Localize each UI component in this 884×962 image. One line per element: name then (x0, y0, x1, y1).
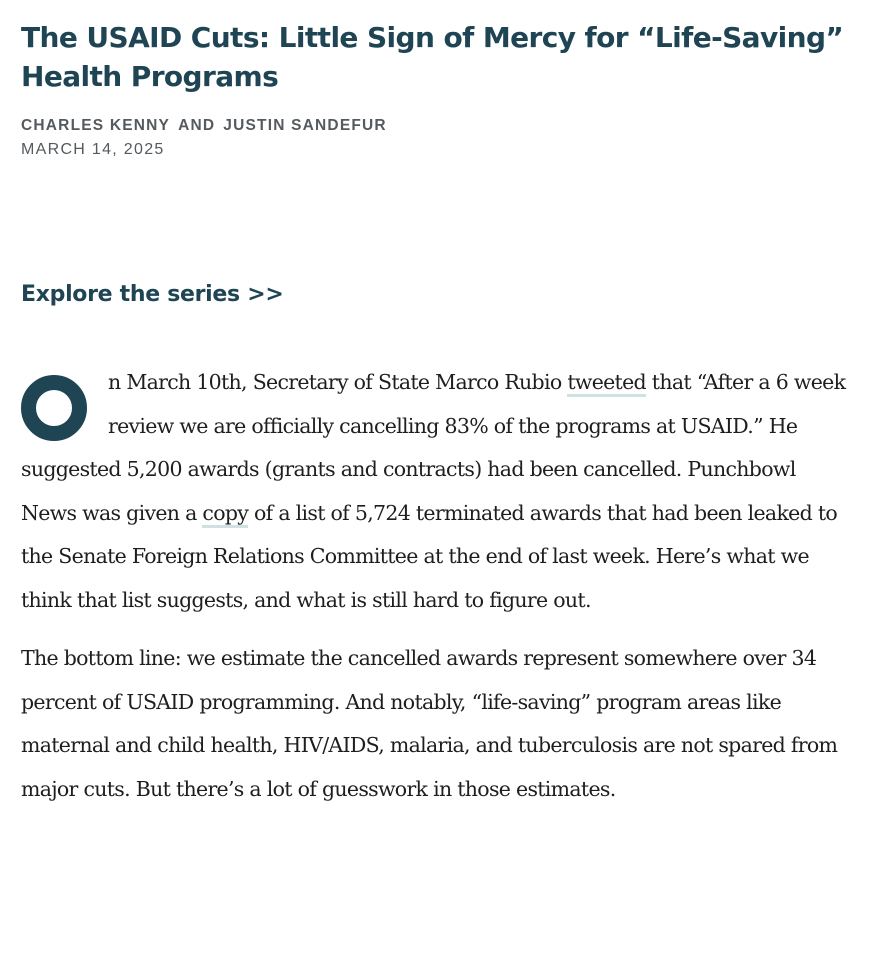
paragraph-text: n March 10th, Secretary of State Marco Rubio (108, 370, 568, 394)
paragraph-text: of a list of 5,724 terminated awards that had been leaked to the Senate Foreign Relations Committee at the end of last week. Here’s what we think that list suggests, and what is still hard to figure out. (21, 500, 838, 612)
dropcap-letter (36, 390, 37, 391)
paragraph-text: that “After a 6 week review we are officially cancelling 83% of the programs at USAID.” He suggested 5,200 awards (grants and contracts) had been cancelled. Punchbowl News was given a (21, 370, 846, 525)
byline (21, 116, 851, 136)
tweeted-link[interactable]: tweeted (567, 370, 646, 397)
article-title: The USAID Cuts: Little Sign of Mercy for “Life-Saving” Health Programs (21, 21, 844, 93)
author-link-charles-kenny[interactable]: CHARLES KENNY (21, 117, 171, 134)
article (21, 0, 851, 801)
dropcap-o (21, 375, 87, 441)
explore-series-link[interactable]: Explore the series >> (21, 282, 284, 307)
copy-link[interactable]: copy (202, 501, 248, 528)
author-link-justin-sandefur[interactable]: JUSTIN SANDEFUR (223, 117, 387, 134)
author-joiner: AND (178, 117, 216, 134)
paragraph-intro (21, 361, 851, 622)
paragraph-bottom-line: The bottom line: we estimate the cancelled awards represent somewhere over 34 percent of USAID programming. And notably, “life-saving” program areas like maternal and child health, HIV/AIDS, malaria, and tuberculosis are not spared from major cuts. But there’s a lot of guesswork in those estimates. (21, 646, 838, 801)
publish-date: MARCH 14, 2025 (21, 141, 165, 158)
article-body (21, 361, 851, 811)
